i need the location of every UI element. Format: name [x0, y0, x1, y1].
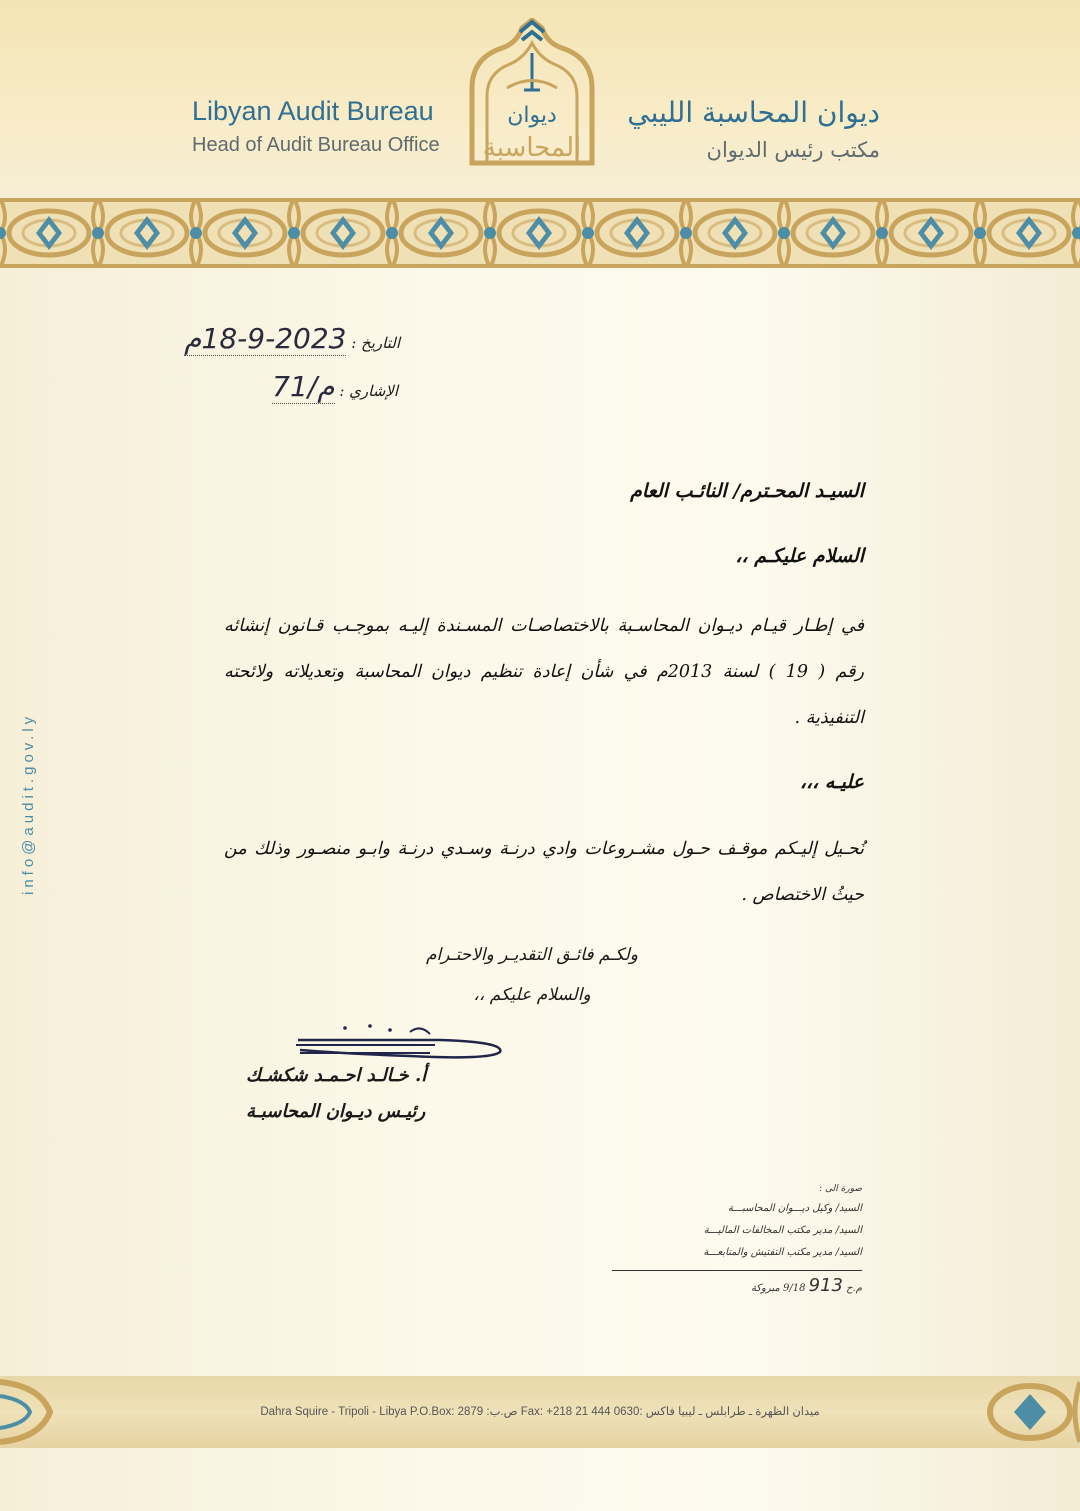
cc-item: السيد/ وكيل ديـــوان المحاسبـــة [727, 1203, 862, 1214]
paragraph-1: في إطـار قيـام ديـوان المحاسـبة بالاختصاصـات المسـندة إليـه بموجـب قـانون إنشائه رقم ( 19 ) لسنة 2013م في شأن إعادة تنظيم ديوان المحاسبة وتعديلاته ولائحته التنفيذية . [224, 616, 864, 728]
closing-block [402, 935, 662, 1015]
arabic-title: ديوان المحاسبة الليبي [627, 96, 880, 129]
cc-block [612, 1184, 862, 1296]
date-line [184, 322, 400, 355]
signer-block [246, 1058, 506, 1130]
audit-bureau-logo-icon [462, 18, 602, 168]
logo-text-top: ديوان [507, 103, 557, 128]
cc-heading: صورة الى : [819, 1184, 862, 1194]
logo-text-bottom: المحاسبة [482, 133, 582, 163]
reference-value: م/71 [272, 370, 335, 403]
reference-label: الإشاري : [339, 382, 398, 400]
cc-footer-date: 9/18 [782, 1283, 806, 1294]
letter-footer [0, 1376, 1080, 1448]
arabic-subtitle: مكتب رئيس الديوان [706, 138, 880, 162]
ornamental-band [0, 198, 1080, 268]
addressee: السيـد المحـترم/ النائـب العام [630, 480, 864, 502]
reference-line [272, 370, 398, 403]
closing-salutation: والسلام عليكم ،، [473, 985, 591, 1005]
date-value: 2023-9-18م [184, 322, 347, 355]
letterhead [0, 0, 1080, 200]
greeting: السلام عليكـم ،، [735, 545, 864, 567]
closing-regards: ولكـم فائـق التقديـر والاحتـرام [425, 945, 638, 965]
paragraph-2: نُحـيل إليـكم موقـف حـول مشـروعات وادي درنـة وسـدي درنـة وابـو منصـور وذلك من حيثُ الاختصاص . [224, 839, 864, 905]
cc-footer-prefix: م.ح [846, 1283, 862, 1294]
footer-ornament-right-icon [970, 1376, 1080, 1448]
cc-footer [612, 1275, 862, 1296]
cc-item: السيد/ مدير مكتب التفتيش والمتابعـــة [703, 1247, 862, 1258]
cc-divider [612, 1270, 862, 1271]
cc-item: السيد/ مدير مكتب المخالفات الماليـــة [703, 1225, 862, 1236]
footer-address: Dahra Squire - Tripoli - Libya P.O.Box: 2879 :ص.ب Fax: +218 21 444 0630: ميدان الظهرة ـ طرابلس ـ ليبيا فاكس [260, 1406, 820, 1418]
signer-title: رئيـس ديـوان المحاسبـة [246, 1101, 426, 1122]
cc-footer-number: 913 [808, 1275, 843, 1296]
english-subtitle: Head of Audit Bureau Office [192, 134, 440, 156]
date-label: التاريخ : [351, 334, 400, 352]
side-website-text: info@audit.gov.ly [20, 712, 37, 895]
cc-footer-suffix: مبروكة [750, 1283, 780, 1294]
alayh-heading: عليـه ،،، [799, 771, 864, 793]
signer-name: أ. خـالـد احـمـد شكشـك [246, 1065, 427, 1086]
english-title: Libyan Audit Bureau [192, 96, 434, 126]
